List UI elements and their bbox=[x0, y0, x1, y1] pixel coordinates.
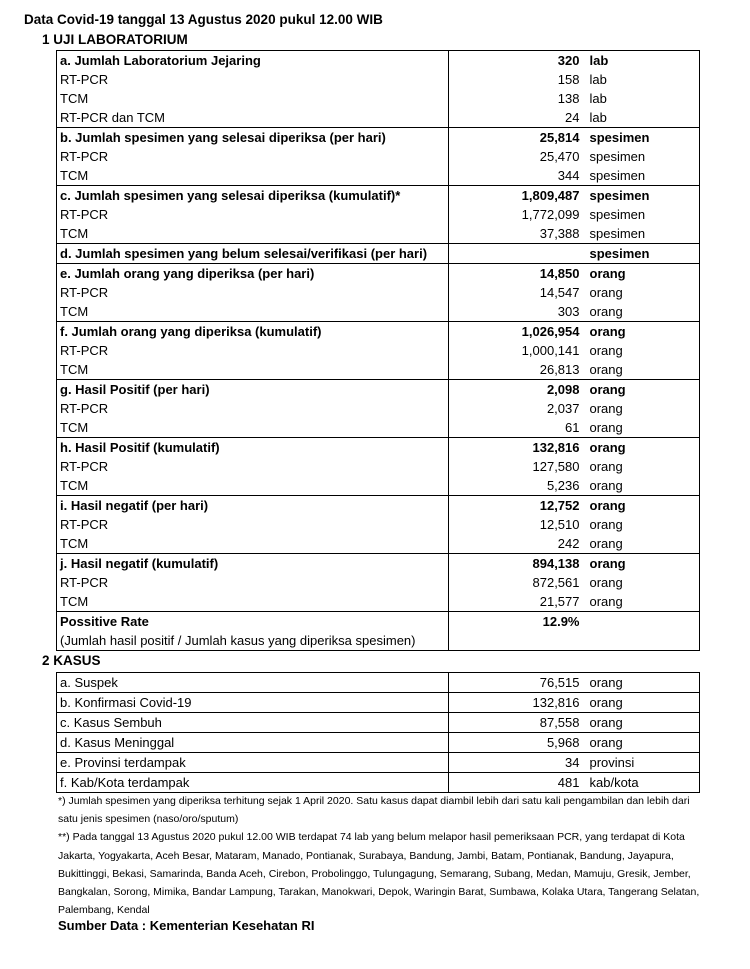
empty-cell bbox=[449, 631, 584, 651]
case-row bbox=[57, 773, 700, 793]
sub-unit: spesimen bbox=[584, 147, 700, 166]
row-unit: orang bbox=[584, 380, 700, 400]
sub-row bbox=[57, 283, 700, 302]
sub-unit: lab bbox=[584, 108, 700, 128]
sub-row bbox=[57, 341, 700, 360]
sub-value: 1,772,099 bbox=[521, 207, 580, 222]
sub-value: 2,037 bbox=[546, 401, 580, 416]
row-label: c. Jumlah spesimen yang selesai diperiksa (kumulatif)* bbox=[57, 186, 449, 206]
case-row bbox=[57, 693, 700, 713]
case-row bbox=[57, 753, 700, 773]
section-heading-cases: 2 KASUS bbox=[42, 653, 101, 668]
row-value: 894,138 bbox=[449, 554, 584, 574]
sub-row bbox=[57, 399, 700, 418]
sub-row bbox=[57, 70, 700, 89]
case-value: 481 bbox=[449, 773, 584, 793]
row-label: e. Jumlah orang yang diperiksa (per hari) bbox=[57, 264, 449, 284]
row-value: 25,814 bbox=[449, 128, 584, 148]
row-label: d. Jumlah spesimen yang belum selesai/verifikasi (per hari) bbox=[57, 244, 449, 264]
sub-label: RT-PCR bbox=[57, 573, 449, 592]
sub-unit: orang bbox=[584, 573, 700, 592]
empty-cell bbox=[584, 631, 700, 651]
sub-value: 26,813 bbox=[539, 362, 580, 377]
case-row bbox=[57, 713, 700, 733]
sub-label: TCM bbox=[57, 418, 449, 438]
group-header-row bbox=[57, 496, 700, 516]
sub-unit: spesimen bbox=[584, 205, 700, 224]
sub-row bbox=[57, 302, 700, 322]
sub-value: 303 bbox=[557, 304, 580, 319]
row-unit: orang bbox=[584, 554, 700, 574]
sub-row bbox=[57, 89, 700, 108]
sub-label: TCM bbox=[57, 476, 449, 496]
group-header-row bbox=[57, 438, 700, 458]
group-header-row bbox=[57, 322, 700, 342]
sub-row bbox=[57, 147, 700, 166]
positive-rate-note-row bbox=[57, 631, 700, 651]
row-label: a. Jumlah Laboratorium Jejaring bbox=[57, 51, 449, 71]
sub-value: 14,547 bbox=[539, 285, 580, 300]
row-label: i. Hasil negatif (per hari) bbox=[57, 496, 449, 516]
sub-unit: orang bbox=[584, 341, 700, 360]
group-header-row bbox=[57, 554, 700, 574]
row-label: j. Hasil negatif (kumulatif) bbox=[57, 554, 449, 574]
report-title: Data Covid-19 tanggal 13 Agustus 2020 pukul 12.00 WIB bbox=[24, 12, 383, 27]
positive-rate-label: Possitive Rate bbox=[57, 612, 449, 632]
sub-value: 37,388 bbox=[539, 226, 580, 241]
sub-label: TCM bbox=[57, 224, 449, 244]
sub-label: RT-PCR bbox=[57, 341, 449, 360]
sub-value: 127,580 bbox=[532, 459, 580, 474]
case-unit: orang bbox=[584, 713, 700, 733]
case-label: b. Konfirmasi Covid-19 bbox=[57, 693, 449, 713]
row-unit: spesimen bbox=[584, 244, 700, 264]
case-unit: orang bbox=[584, 693, 700, 713]
sub-unit: spesimen bbox=[584, 166, 700, 186]
row-label: f. Jumlah orang yang diperiksa (kumulatif) bbox=[57, 322, 449, 342]
sub-value: 24 bbox=[565, 110, 580, 125]
sub-label: TCM bbox=[57, 166, 449, 186]
sub-value: 158 bbox=[557, 72, 580, 87]
sub-value: 138 bbox=[557, 91, 580, 106]
case-label: f. Kab/Kota terdampak bbox=[57, 773, 449, 793]
case-value: 76,515 bbox=[449, 673, 584, 693]
positive-rate-value: 12.9% bbox=[449, 612, 584, 632]
footnote-unreported-labs: **) Pada tanggal 13 Agustus 2020 pukul 12.00 WIB terdapat 74 lab yang belum melapor hasil pemeriksaan PCR, yang terdapat di Kota Jakarta, Yogyakarta, Aceh Besar, Mataram, Manado, Pontianak, Surabaya, Bandung, Jambi, Batam, Pontianak, Bandung, Jayapura, Bukittinggi, Bekasi, Samarinda, Banda Aceh, Cirebon, Probolinggo, Tulungagung, Semarang, Subang, Medan, Mamuju, Gresik, Jember, Bangkalan, Sorong, Mimika, Bandar Lampung, Tarakan, Manokwari, Depok, Waringin Barat, Sumbawa, Kolaka Utara, Tangerang Selatan, Palembang, Kendal bbox=[58, 831, 700, 917]
sub-unit: orang bbox=[584, 283, 700, 302]
case-unit: orang bbox=[584, 733, 700, 753]
row-value bbox=[449, 244, 584, 264]
row-unit: spesimen bbox=[584, 128, 700, 148]
data-source: Sumber Data : Kementerian Kesehatan RI bbox=[58, 918, 315, 933]
row-unit: orang bbox=[584, 496, 700, 516]
sub-unit: spesimen bbox=[584, 224, 700, 244]
sub-unit: orang bbox=[584, 476, 700, 496]
sub-unit: orang bbox=[584, 457, 700, 476]
row-label: g. Hasil Positif (per hari) bbox=[57, 380, 449, 400]
section-heading-lab: 1 UJI LABORATORIUM bbox=[42, 32, 188, 47]
sub-value: 25,470 bbox=[539, 149, 580, 164]
sub-unit: orang bbox=[584, 534, 700, 554]
case-value: 132,816 bbox=[449, 693, 584, 713]
case-label: a. Suspek bbox=[57, 673, 449, 693]
sub-label: RT-PCR bbox=[57, 515, 449, 534]
sub-row bbox=[57, 418, 700, 438]
case-row bbox=[57, 733, 700, 753]
row-unit: lab bbox=[584, 51, 700, 71]
sub-row bbox=[57, 166, 700, 186]
group-header-row bbox=[57, 264, 700, 284]
sub-row bbox=[57, 360, 700, 380]
sub-row bbox=[57, 108, 700, 128]
sub-value: 61 bbox=[565, 420, 580, 435]
sub-label: TCM bbox=[57, 360, 449, 380]
group-header-row bbox=[57, 380, 700, 400]
sub-label: RT-PCR bbox=[57, 70, 449, 89]
sub-label: TCM bbox=[57, 534, 449, 554]
positive-rate-unit bbox=[584, 612, 700, 632]
case-label: c. Kasus Sembuh bbox=[57, 713, 449, 733]
positive-rate-note: (Jumlah hasil positif / Jumlah kasus yang diperiksa spesimen) bbox=[57, 631, 449, 651]
sub-label: RT-PCR bbox=[57, 399, 449, 418]
sub-row bbox=[57, 205, 700, 224]
sub-label: TCM bbox=[57, 89, 449, 108]
group-header-row bbox=[57, 51, 700, 71]
row-value: 1,809,487 bbox=[449, 186, 584, 206]
sub-value: 12,510 bbox=[539, 517, 580, 532]
row-value: 2,098 bbox=[449, 380, 584, 400]
sub-unit: orang bbox=[584, 592, 700, 612]
footnote-specimen: *) Jumlah spesimen yang diperiksa terhitung sejak 1 April 2020. Satu kasus dapat diambil lebih dari satu kali pengambilan dan lebih dari satu jenis spesimen (naso/oro/sputum) bbox=[58, 795, 690, 826]
case-label: d. Kasus Meninggal bbox=[57, 733, 449, 753]
sub-row bbox=[57, 224, 700, 244]
row-label: h. Hasil Positif (kumulatif) bbox=[57, 438, 449, 458]
sub-row bbox=[57, 457, 700, 476]
case-unit: provinsi bbox=[584, 753, 700, 773]
group-header-row bbox=[57, 244, 700, 264]
sub-unit: lab bbox=[584, 70, 700, 89]
positive-rate-row bbox=[57, 612, 700, 632]
row-value: 132,816 bbox=[449, 438, 584, 458]
sub-label: RT-PCR bbox=[57, 147, 449, 166]
case-value: 34 bbox=[449, 753, 584, 773]
sub-unit: orang bbox=[584, 399, 700, 418]
case-label: e. Provinsi terdampak bbox=[57, 753, 449, 773]
row-unit: spesimen bbox=[584, 186, 700, 206]
sub-value: 1,000,141 bbox=[521, 343, 580, 358]
sub-label: RT-PCR dan TCM bbox=[57, 108, 449, 128]
sub-value: 21,577 bbox=[539, 594, 580, 609]
row-value: 12,752 bbox=[449, 496, 584, 516]
sub-value: 872,561 bbox=[532, 575, 580, 590]
sub-row bbox=[57, 476, 700, 496]
sub-unit: orang bbox=[584, 515, 700, 534]
sub-unit: lab bbox=[584, 89, 700, 108]
sub-label: TCM bbox=[57, 592, 449, 612]
sub-row bbox=[57, 515, 700, 534]
sub-unit: orang bbox=[584, 360, 700, 380]
footnotes bbox=[58, 792, 708, 919]
case-unit: orang bbox=[584, 673, 700, 693]
case-unit: kab/kota bbox=[584, 773, 700, 793]
sub-unit: orang bbox=[584, 302, 700, 322]
case-value: 5,968 bbox=[449, 733, 584, 753]
group-header-row bbox=[57, 186, 700, 206]
sub-label: RT-PCR bbox=[57, 457, 449, 476]
row-value: 1,026,954 bbox=[449, 322, 584, 342]
group-header-row bbox=[57, 128, 700, 148]
row-value: 14,850 bbox=[449, 264, 584, 284]
sub-row bbox=[57, 534, 700, 554]
sub-unit: orang bbox=[584, 418, 700, 438]
sub-row bbox=[57, 592, 700, 612]
sub-label: RT-PCR bbox=[57, 205, 449, 224]
row-unit: orang bbox=[584, 322, 700, 342]
sub-value: 5,236 bbox=[546, 478, 580, 493]
case-value: 87,558 bbox=[449, 713, 584, 733]
sub-row bbox=[57, 573, 700, 592]
sub-label: RT-PCR bbox=[57, 283, 449, 302]
lab-test-table bbox=[56, 50, 700, 651]
sub-value: 344 bbox=[557, 168, 580, 183]
row-value: 320 bbox=[449, 51, 584, 71]
row-unit: orang bbox=[584, 264, 700, 284]
row-unit: orang bbox=[584, 438, 700, 458]
sub-label: TCM bbox=[57, 302, 449, 322]
sub-value: 242 bbox=[557, 536, 580, 551]
cases-table bbox=[56, 672, 700, 793]
case-row bbox=[57, 673, 700, 693]
row-label: b. Jumlah spesimen yang selesai diperiksa (per hari) bbox=[57, 128, 449, 148]
